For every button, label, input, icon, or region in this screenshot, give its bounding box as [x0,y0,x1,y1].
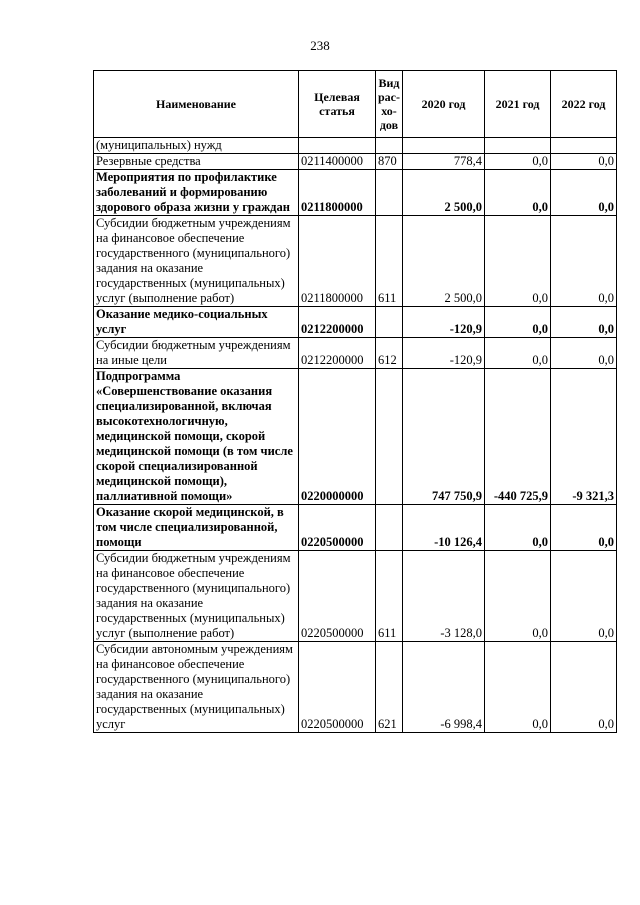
row-2022: 0,0 [551,551,617,642]
row-2022: 0,0 [551,307,617,338]
row-code: 0211800000 [299,216,376,307]
row-name: Оказание скорой медицинской, в том числе специализированной, помощи [94,505,299,551]
row-name: Субсидии бюджетным учреждениям на финансовое обеспечение государственного (муниципального) задания на оказание государственных (муниципальных) услуг (выполнение работ) [94,551,299,642]
row-code: 0220500000 [299,642,376,733]
header-name: Наименование [94,71,299,138]
row-kind: 611 [376,216,403,307]
row-code: 0220000000 [299,369,376,505]
table-row [94,307,617,338]
row-2020: -120,9 [403,307,485,338]
header-2020: 2020 год [403,71,485,138]
row-2020: 778,4 [403,154,485,170]
row-2021: 0,0 [485,551,551,642]
row-name: Резервные средства [94,154,299,170]
row-2022: -9 321,3 [551,369,617,505]
header-2022: 2022 год [551,71,617,138]
row-code: 0211400000 [299,154,376,170]
row-kind: 612 [376,338,403,369]
header-kind: Вид рас- хо- дов [376,71,403,138]
row-name: Субсидии бюджетным учреждениям на финансовое обеспечение государственного (муниципального) задания на оказание государственных (муниципальных) услуг (выполнение работ) [94,216,299,307]
row-2021: 0,0 [485,154,551,170]
row-code [299,138,376,154]
table-header-row [94,71,617,138]
row-2020: -6 998,4 [403,642,485,733]
row-code: 0212200000 [299,338,376,369]
row-name: Подпрограмма «Совершенствование оказания специализированной, включая высокотехнологичную, медицинской помощи, скорой медицинской помощи (в том числе скорой специализированной медицинской помощи), паллиативной помощи» [94,369,299,505]
table-row [94,170,617,216]
row-2022: 0,0 [551,216,617,307]
row-kind: 621 [376,642,403,733]
table-row [94,642,617,733]
row-code: 0212200000 [299,307,376,338]
row-2022 [551,138,617,154]
table-row [94,551,617,642]
header-code: Целевая статья [299,71,376,138]
row-2022: 0,0 [551,170,617,216]
row-name: Оказание медико-социальных услуг [94,307,299,338]
header-2021: 2021 год [485,71,551,138]
row-2020: 2 500,0 [403,216,485,307]
row-2021: 0,0 [485,338,551,369]
budget-table [93,70,617,733]
row-kind [376,369,403,505]
row-2022: 0,0 [551,505,617,551]
row-2022: 0,0 [551,642,617,733]
page-number: 238 [310,38,330,53]
row-name: (муниципальных) нужд [94,138,299,154]
row-2021: 0,0 [485,216,551,307]
row-2021: 0,0 [485,505,551,551]
table-row [94,505,617,551]
row-name: Мероприятия по профилактике заболеваний и формированию здорового образа жизни у граждан [94,170,299,216]
row-2020 [403,138,485,154]
row-kind: 870 [376,154,403,170]
row-2021: 0,0 [485,642,551,733]
row-2021: -440 725,9 [485,369,551,505]
table-row [94,138,617,154]
row-kind [376,505,403,551]
row-kind [376,307,403,338]
row-2020: -120,9 [403,338,485,369]
row-name: Субсидии автономным учреждениям на финансовое обеспечение государственного (муниципального) задания на оказание государственных (муниципальных) услуг [94,642,299,733]
row-2020: 2 500,0 [403,170,485,216]
row-kind: 611 [376,551,403,642]
table-row [94,216,617,307]
row-2022: 0,0 [551,154,617,170]
row-2020: -10 126,4 [403,505,485,551]
row-2020: 747 750,9 [403,369,485,505]
row-2020: -3 128,0 [403,551,485,642]
row-name: Субсидии бюджетным учреждениям на иные цели [94,338,299,369]
row-2021: 0,0 [485,307,551,338]
row-code: 0220500000 [299,505,376,551]
row-code: 0211800000 [299,170,376,216]
table-row [94,369,617,505]
table-row [94,338,617,369]
table-row [94,154,617,170]
row-2022: 0,0 [551,338,617,369]
row-2021: 0,0 [485,170,551,216]
row-code: 0220500000 [299,551,376,642]
row-2021 [485,138,551,154]
row-kind [376,170,403,216]
row-kind [376,138,403,154]
